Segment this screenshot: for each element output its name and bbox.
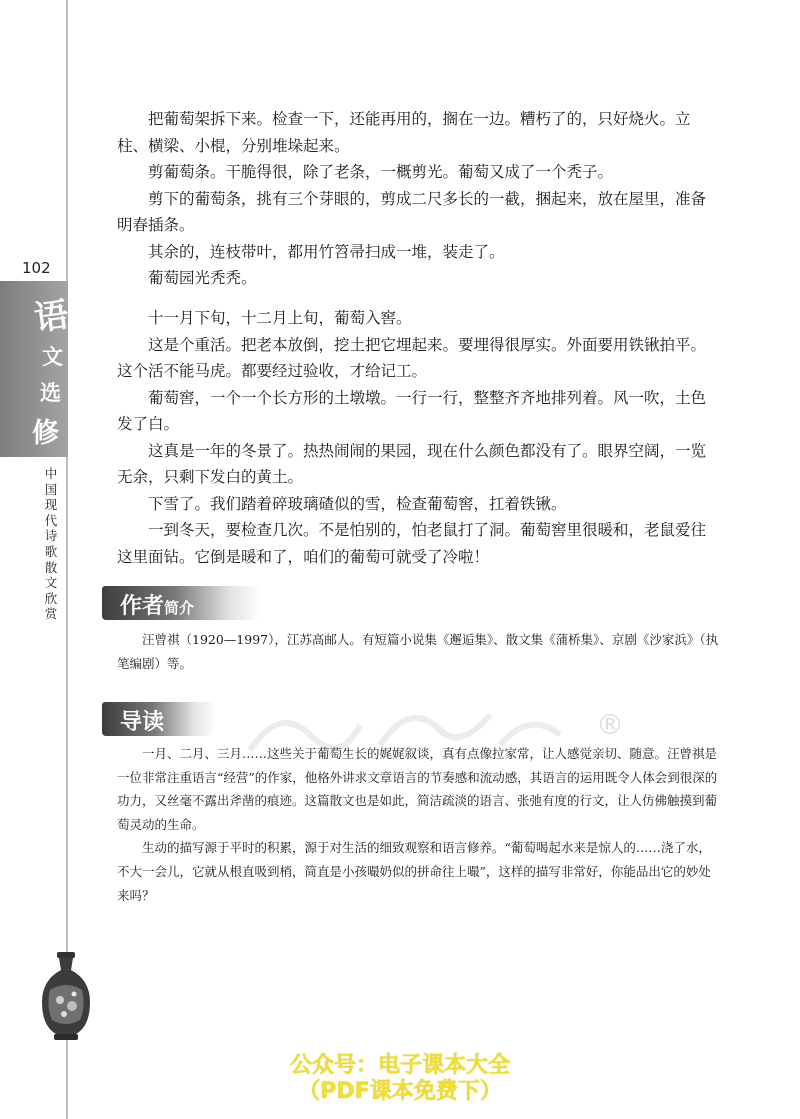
book-subtitle: 中国现代诗歌散文欣赏 — [44, 466, 58, 622]
guide-header-text: 导读 — [120, 709, 165, 735]
side-tab — [0, 281, 72, 457]
paragraph: 剪下的葡萄条，挑有三个芽眼的，剪成二尺多长的一截，捆起来，放在屋里，准备明春插条。 — [117, 189, 707, 234]
paragraph: 葡萄窖，一个一个长方形的土墩墩。一行一行，整整齐齐地排列着。风一吹，土色发了白。 — [117, 388, 707, 433]
tab-char-1: 语 — [31, 294, 72, 340]
guide-paragraph: 生动的描写源于平时的积累，源于对生活的细致观察和语言修养。“葡萄喝起水来是惊人的……浇了水，不大一会儿，它就从根直吸到梢，简直是小孩嘬奶似的拼命往上嘬”，这样的描写非常好，你能品出它的妙处来吗？ — [117, 840, 711, 903]
paragraph: 剪葡萄条。干脆得很，除了老条，一概剪光。葡萄又成了一个秃子。 — [148, 163, 614, 181]
tab-char-3: 选 — [40, 380, 61, 405]
paragraph: 葡萄园光秃秃。 — [148, 269, 257, 287]
author-header-text — [120, 589, 194, 620]
paragraph: 这真是一年的冬景了。热热闹闹的果园，现在什么颜色都没有了。眼界空阔，一览无余，只剩下发白的黄土。 — [117, 441, 707, 486]
paragraph: 这是个重活。把老本放倒，挖土把它埋起来。要埋得很厚实。外面要用铁锹拍平。这个活不能马虎。都要经过验收，才给记工。 — [117, 335, 707, 380]
body-block-2 — [117, 305, 720, 570]
paragraph: 十一月下旬，十二月上旬，葡萄入窖。 — [148, 309, 412, 327]
vase-icon — [36, 950, 96, 1046]
registered-mark: ® — [596, 708, 624, 741]
author-header-small: 简介 — [164, 599, 195, 617]
author-header-big: 作者 — [120, 593, 165, 619]
paragraph: 其余的，连枝带叶，都用竹笤帚扫成一堆，装走了。 — [148, 242, 505, 261]
guide-paragraph: 一月、二月、三月……这些关于葡萄生长的娓娓叙谈，真有点像拉家常，让人感觉亲切、随意。汪曾祺是一位非常注重语言“经营”的作家，他格外讲求文章语言的节奏感和流动感，其语言的运用既令人体会到很深的功力，又丝毫不露出斧凿的痕迹。这篇散文也是如此，简洁疏淡的语言、张弛有度的行文，让人仿佛触摸到葡萄灵动的生命。 — [117, 746, 718, 832]
paragraph: 下雪了。我们踏着碎玻璃碴似的雪，检查葡萄窖，扛着铁锹。 — [148, 494, 567, 513]
tab-char-2: 文 — [42, 344, 63, 369]
guide-section-header — [102, 702, 217, 736]
paragraph: 一到冬天，要检查几次。不是怕别的，怕老鼠打了洞。葡萄窖里很暖和，老鼠爱往这里面钻。它倒是暖和了，咱们的葡萄可就受了冷啦！ — [117, 521, 707, 566]
paragraph: 把葡萄架拆下来。检查一下，还能再用的，搁在一边。糟朽了的，只好烧火。立柱、横梁、小棍，分别堆垛起来。 — [117, 110, 691, 155]
author-bio — [117, 628, 720, 675]
page-number: 102 — [22, 259, 51, 277]
body-block-1 — [117, 106, 720, 292]
tab-char-4: 修 — [32, 418, 59, 449]
author-section-header — [102, 586, 262, 620]
guide-text — [117, 742, 720, 907]
promo-line-2: （PDF课本免费下） — [298, 1079, 502, 1104]
promo-line-1: 公众号：电子课本大全 — [289, 1053, 510, 1078]
author-bio-text: 汪曾祺（1920—1997），江苏高邮人。有短篇小说集《邂逅集》、散文集《蒲桥集》、京剧《沙家浜》（执笔编剧）等。 — [117, 632, 719, 671]
